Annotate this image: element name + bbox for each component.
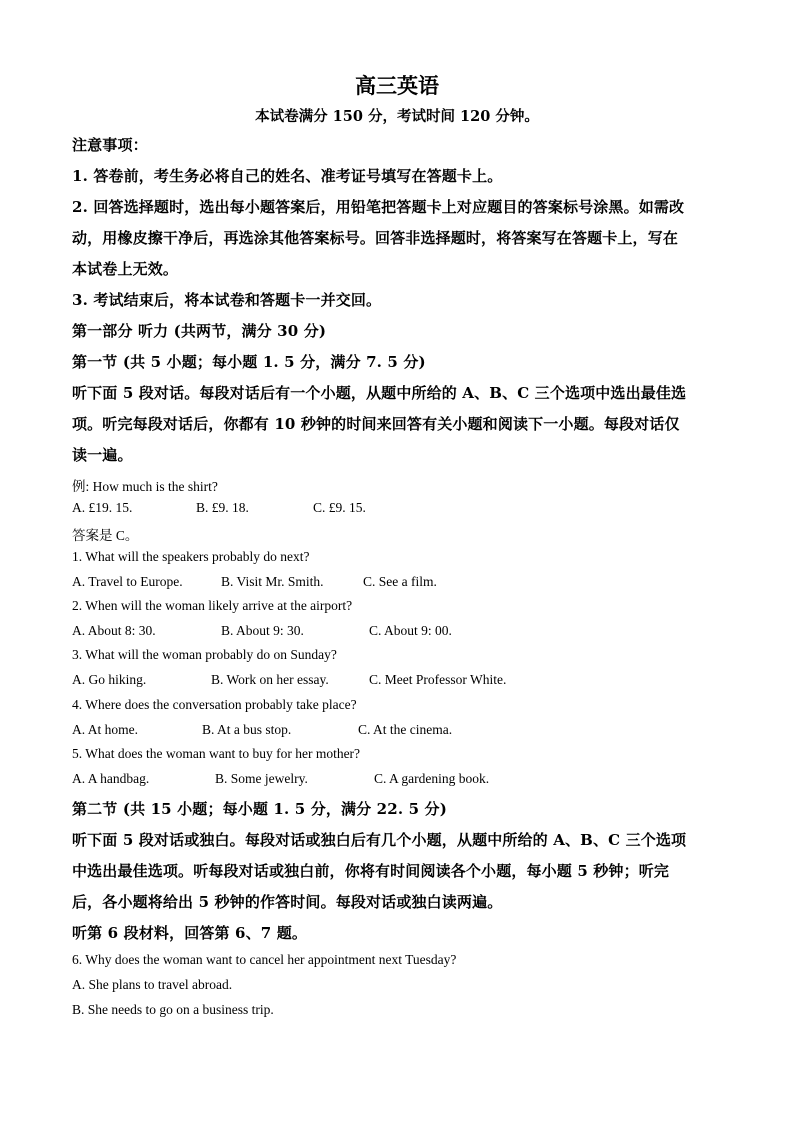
notice-line: 动，用橡皮擦干净后，再选涂其他答案标号。回答非选择题时，将答案写在答题卡上，写在 (72, 229, 679, 247)
part1-heading: 第一部分 听力 (共两节，满分 30 分) (72, 322, 327, 340)
section2-instruction: 后，各小题将给出 5 秒钟的作答时间。每段对话或独白读两遍。 (72, 893, 503, 911)
question-5-option-b: B. Some jewelry. (215, 771, 308, 786)
question-1-option-c: C. See a film. (363, 574, 437, 589)
question-5-option-a: A. A handbag. (72, 771, 150, 786)
question-1-option-a: A. Travel to Europe. (72, 574, 183, 589)
example-option-c: C. £9. 15. (313, 500, 366, 515)
question-6: 6. Why does the woman want to cancel her appointment next Tuesday? (72, 952, 457, 967)
question-1-option-b: B. Visit Mr. Smith. (221, 574, 324, 589)
question-6-option-a: A. She plans to travel abroad. (72, 977, 233, 992)
section2-instruction: 听下面 5 段对话或独白。每段对话或独白后有几个小题，从题中所给的 A、B、C 三个选项 (72, 831, 687, 849)
section2-instruction: 中选出最佳选项。听每段对话或独白前，你将有时间阅读各个小题，每小题 5 秒钟；听完 (72, 862, 670, 880)
question-3-option-c: C. Meet Professor White. (369, 672, 507, 687)
question-2: 2. When will the woman likely arrive at the airport? (72, 598, 353, 613)
question-4-option-a: A. At home. (72, 722, 138, 737)
notice-line: 3. 考试结束后，将本试卷和答题卡一并交回。 (72, 291, 382, 309)
question-2-option-b: B. About 9: 30. (221, 623, 304, 638)
question-4-option-c: C. At the cinema. (358, 722, 453, 737)
question-3: 3. What will the woman probably do on Sunday? (72, 647, 337, 662)
notice-heading: 注意事项： (72, 136, 148, 154)
question-3-option-a: A. Go hiking. (72, 672, 147, 687)
page-title: 高三英语 (355, 73, 439, 98)
section1-instruction: 读一遍。 (72, 446, 133, 464)
question-2-option-a: A. About 8: 30. (72, 623, 156, 638)
question-6-option-b: B. She needs to go on a business trip. (72, 1002, 274, 1017)
example-question: 例: How much is the shirt? (72, 479, 218, 494)
example-answer: 答案是 C。 (72, 528, 139, 543)
exam-subtitle: 本试卷满分 150 分，考试时间 120 分钟。 (255, 108, 539, 125)
question-4-option-b: B. At a bus stop. (202, 722, 292, 737)
question-3-option-b: B. Work on her essay. (211, 672, 329, 687)
notice-line: 本试卷上无效。 (72, 260, 179, 278)
question-5-option-c: C. A gardening book. (374, 771, 490, 786)
question-2-option-c: C. About 9: 00. (369, 623, 452, 638)
example-option-b: B. £9. 18. (196, 500, 249, 515)
notice-line: 2. 回答选择题时，选出每小题答案后，用铅笔把答题卡上对应题目的答案标号涂黑。如需改 (72, 198, 685, 216)
example-option-a: A. £19. 15. (72, 500, 133, 515)
section1-instruction: 听下面 5 段对话。每段对话后有一个小题，从题中所给的 A、B、C 三个选项中选出最佳选 (72, 384, 687, 402)
section1-heading: 第一节 (共 5 小题；每小题 1. 5 分，满分 7. 5 分) (72, 353, 426, 371)
section2-heading: 第二节 (共 15 小题；每小题 1. 5 分，满分 22. 5 分) (72, 800, 447, 818)
question-5: 5. What does the woman want to buy for her mother? (72, 746, 361, 761)
question-4: 4. Where does the conversation probably take place? (72, 697, 357, 712)
section1-instruction: 项。听完每段对话后，你都有 10 秒钟的时间来回答有关小题和阅读下一小题。每段对话仅 (72, 415, 680, 433)
question-1: 1. What will the speakers probably do next? (72, 549, 310, 564)
notice-line: 1. 答卷前，考生务必将自己的姓名、准考证号填写在答题卡上。 (72, 167, 503, 185)
material6-heading: 听第 6 段材料，回答第 6、7 题。 (72, 924, 308, 942)
